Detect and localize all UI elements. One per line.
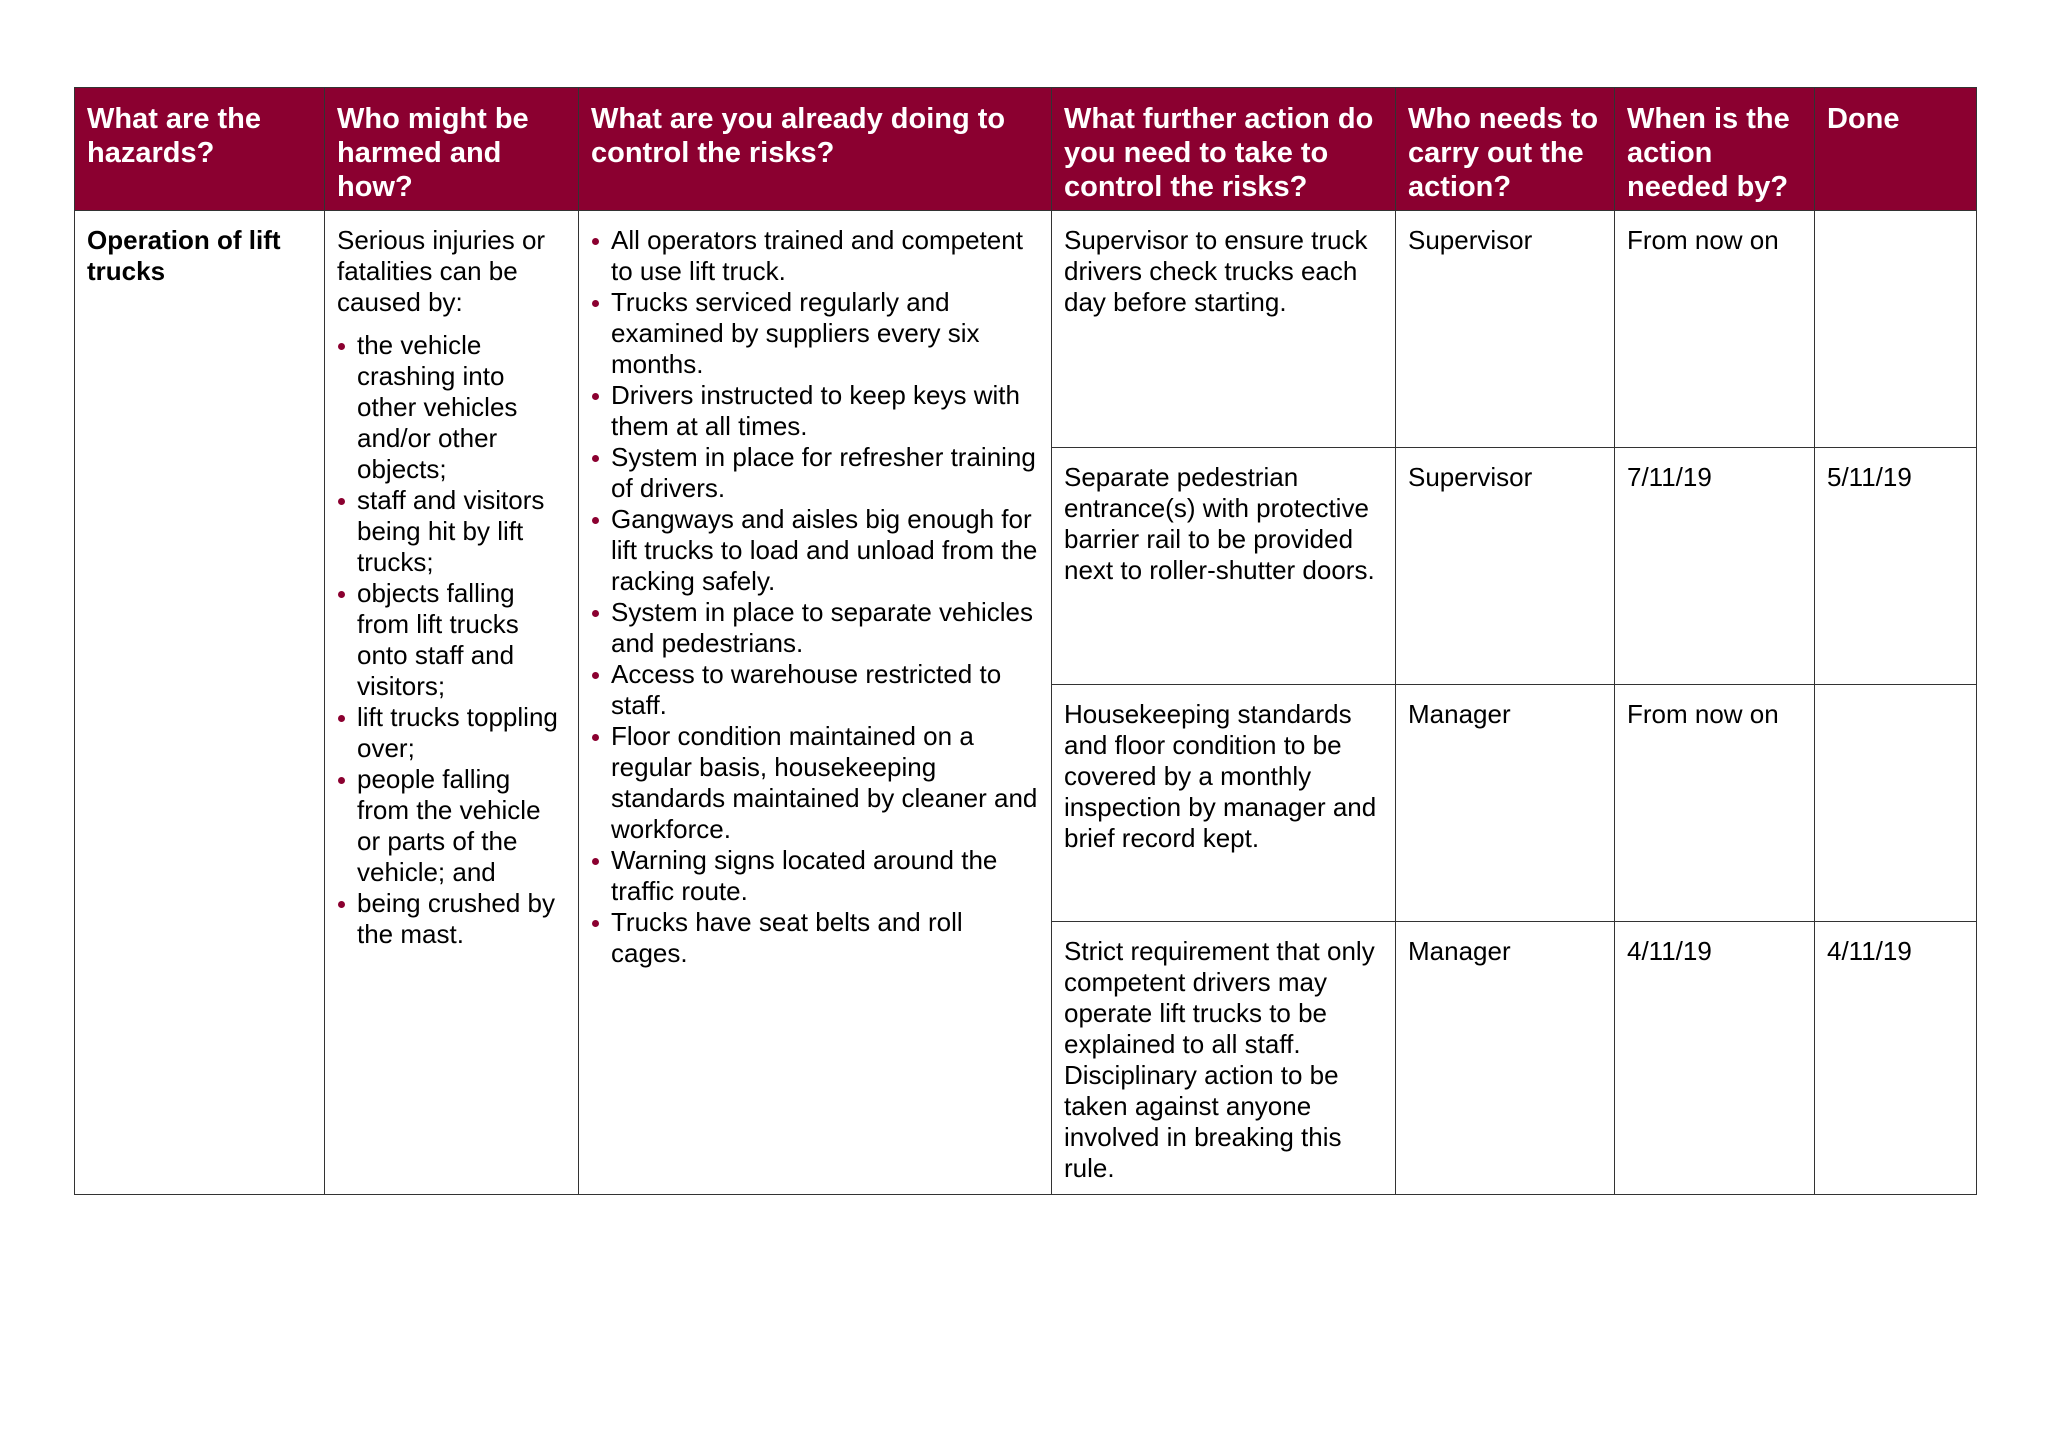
list-item-text: people falling from the vehicle or parts of the vehicle; and: [357, 764, 541, 887]
header-who-harmed: Who might be harmed and how?: [325, 88, 579, 211]
bullet-icon: [338, 715, 345, 722]
bullet-icon: [592, 455, 599, 462]
bullet-icon: [592, 517, 599, 524]
done-cell: [1815, 211, 1977, 448]
list-item: [337, 702, 566, 764]
list-item-text: the vehicle crashing into other vehicles and/or other objects;: [357, 330, 518, 484]
header-when-needed: When is the action needed by?: [1615, 88, 1815, 211]
list-item: [337, 888, 566, 950]
list-item: [591, 287, 1039, 380]
bullet-icon: [338, 777, 345, 784]
list-item-text: lift trucks toppling over;: [357, 702, 558, 763]
list-item-text: being crushed by the mast.: [357, 888, 556, 949]
bullet-icon: [592, 920, 599, 927]
harm-cell: [325, 211, 579, 1195]
list-item: [591, 721, 1039, 845]
list-item: [591, 442, 1039, 504]
list-item-text: System in place to separate vehicles and pedestrians.: [611, 597, 1033, 658]
who-cell: Manager: [1396, 922, 1615, 1195]
list-item-text: staff and visitors being hit by lift trucks;: [357, 485, 545, 577]
header-hazards: What are the hazards?: [75, 88, 325, 211]
controls-cell: [579, 211, 1052, 1195]
list-item: [337, 485, 566, 578]
when-cell: 4/11/19: [1615, 922, 1815, 1195]
list-item-text: Warning signs located around the traffic route.: [611, 845, 998, 906]
bullet-icon: [592, 393, 599, 400]
further-action-cell: Strict requirement that only competent drivers may operate lift trucks to be explained to all staff. Disciplinary action to be taken against anyone involved in breaking this rule.: [1052, 922, 1396, 1195]
list-item-text: Drivers instructed to keep keys with them at all times.: [611, 380, 1020, 441]
bullet-icon: [592, 672, 599, 679]
list-item: [591, 659, 1039, 721]
bullet-icon: [592, 734, 599, 741]
done-cell: 4/11/19: [1815, 922, 1977, 1195]
bullet-icon: [338, 901, 345, 908]
list-item: [591, 225, 1039, 287]
who-cell: Supervisor: [1396, 448, 1615, 685]
further-action-cell: Separate pedestrian entrance(s) with protective barrier rail to be provided next to roller-shutter doors.: [1052, 448, 1396, 685]
bullet-icon: [592, 858, 599, 865]
list-item-text: Gangways and aisles big enough for lift trucks to load and unload from the racking safely.: [611, 504, 1038, 596]
done-cell: [1815, 685, 1977, 922]
when-cell: From now on: [1615, 685, 1815, 922]
list-item-text: Floor condition maintained on a regular basis, housekeeping standards maintained by cleaner and workforce.: [611, 721, 1038, 844]
header-row: [75, 88, 1977, 211]
list-item: [591, 380, 1039, 442]
list-item: [591, 597, 1039, 659]
list-item: [591, 845, 1039, 907]
bullet-icon: [592, 300, 599, 307]
bullet-icon: [592, 238, 599, 245]
list-item: [337, 330, 566, 485]
list-item: [337, 578, 566, 702]
bullet-icon: [338, 343, 345, 350]
hazard-cell: Operation of lift trucks: [75, 211, 325, 1195]
list-item: [591, 504, 1039, 597]
header-done: Done: [1815, 88, 1977, 211]
further-action-cell: Housekeeping standards and floor condition to be covered by a monthly inspection by manager and brief record kept.: [1052, 685, 1396, 922]
bullet-icon: [338, 591, 345, 598]
list-item: [337, 764, 566, 888]
risk-assessment-table: [74, 87, 1977, 1195]
list-item-text: Trucks have seat belts and roll cages.: [611, 907, 963, 968]
header-further-action: What further action do you need to take to control the risks?: [1052, 88, 1396, 211]
bullet-icon: [592, 610, 599, 617]
bullet-icon: [338, 498, 345, 505]
further-action-cell: Supervisor to ensure truck drivers check trucks each day before starting.: [1052, 211, 1396, 448]
harm-intro: Serious injuries or fatalities can be caused by:: [337, 225, 546, 317]
done-cell: 5/11/19: [1815, 448, 1977, 685]
header-who-carries-out: Who needs to carry out the action?: [1396, 88, 1615, 211]
when-cell: From now on: [1615, 211, 1815, 448]
when-cell: 7/11/19: [1615, 448, 1815, 685]
list-item-text: objects falling from lift trucks onto staff and visitors;: [357, 578, 519, 701]
list-item-text: Trucks serviced regularly and examined by suppliers every six months.: [611, 287, 980, 379]
who-cell: Manager: [1396, 685, 1615, 922]
list-item-text: Access to warehouse restricted to staff.: [611, 659, 1002, 720]
table-row: [75, 211, 1977, 448]
controls-list: [591, 225, 1039, 969]
harm-list: [337, 330, 566, 950]
list-item-text: System in place for refresher training of drivers.: [611, 442, 1036, 503]
list-item: [591, 907, 1039, 969]
who-cell: Supervisor: [1396, 211, 1615, 448]
header-current-controls: What are you already doing to control the risks?: [579, 88, 1052, 211]
list-item-text: All operators trained and competent to use lift truck.: [611, 225, 1023, 286]
